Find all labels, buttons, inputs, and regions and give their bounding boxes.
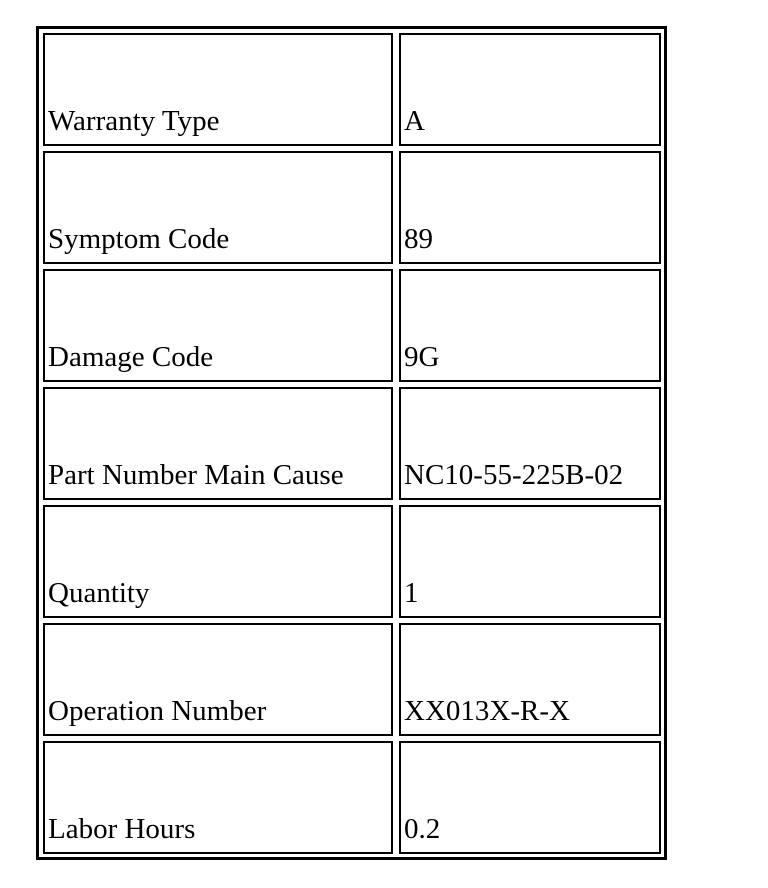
row-value-damage-code: 9G [399,269,661,382]
row-value-operation-number: XX013X-R-X [399,623,661,736]
row-label-warranty-type: Warranty Type [43,33,393,146]
row-label-operation-number: Operation Number [43,623,393,736]
row-value-part-number-main-cause: NC10-55-225B-02 [399,387,661,500]
row-value-symptom-code: 89 [399,151,661,264]
row-label-symptom-code: Symptom Code [43,151,393,264]
row-value-quantity: 1 [399,505,661,618]
row-label-labor-hours: Labor Hours [43,741,393,854]
row-value-warranty-type: A [399,33,661,146]
row-label-part-number-main-cause: Part Number Main Cause [43,387,393,500]
table-grid [43,33,661,854]
row-label-quantity: Quantity [43,505,393,618]
row-value-labor-hours: 0.2 [399,741,661,854]
warranty-claim-table [36,26,667,860]
row-label-damage-code: Damage Code [43,269,393,382]
